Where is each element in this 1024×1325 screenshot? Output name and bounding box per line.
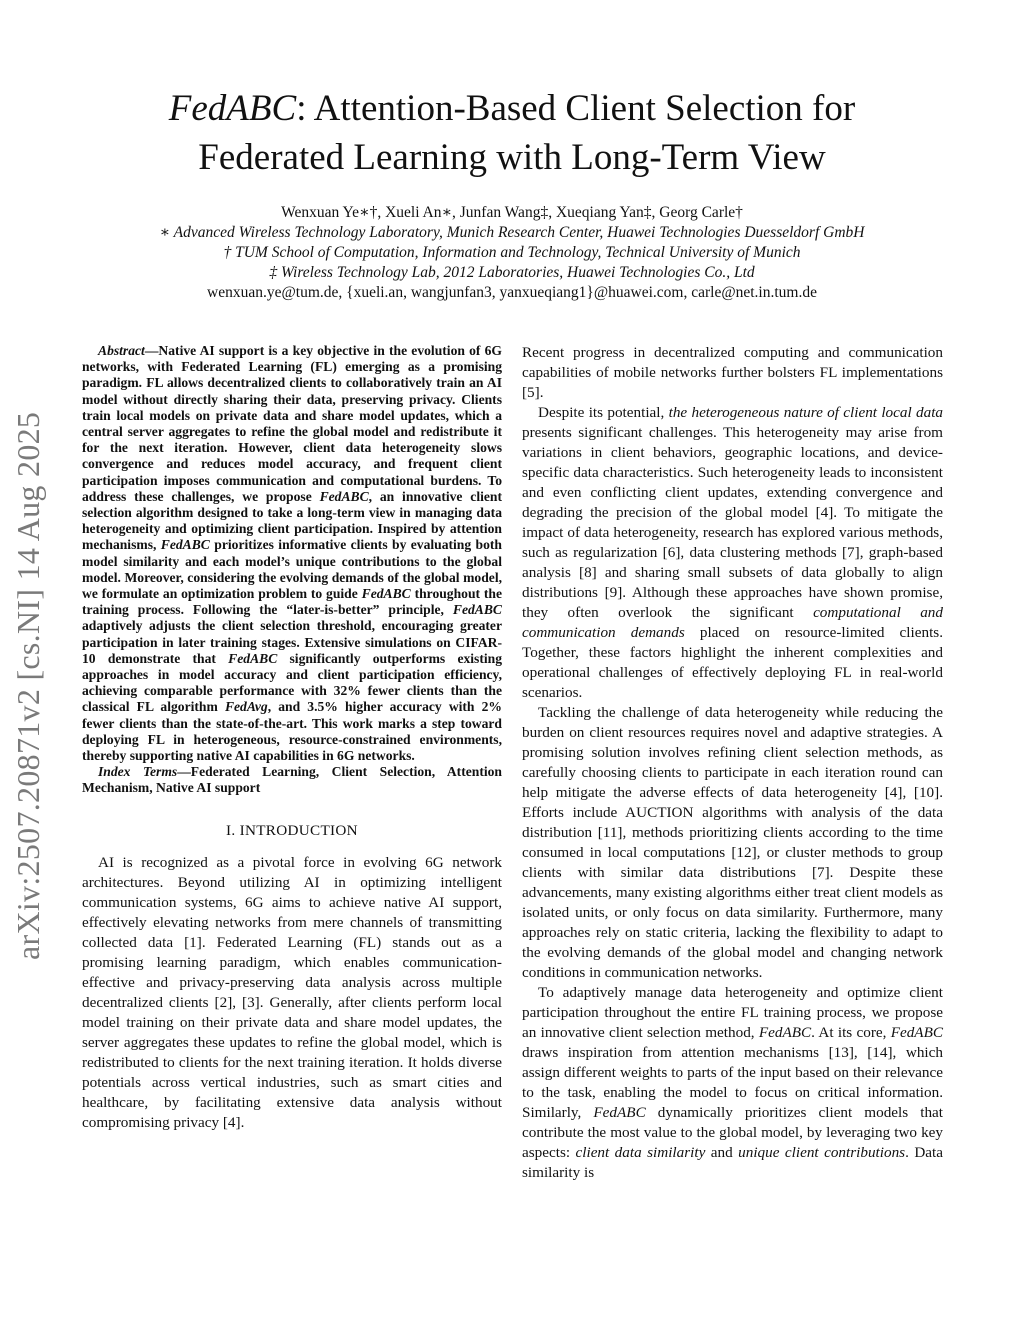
author-block [0, 203, 1024, 303]
abstract-text: , and 3.5% higher accuracy with 2% fewer clients than the state-of-the-art. This work marks a step toward deploying FL in heterogeneous, resource-constrained environments, thereby supporting native AI capabilities in 6G networks. [82, 699, 503, 764]
left-column [82, 343, 502, 1133]
paragraph-text: To adaptively manage data heterogeneity and optimize client participation throughout the entire FL training process, we propose an innovative client selection method, [522, 984, 943, 1041]
abstract-text: adaptively adjusts the client selection threshold, encouraging greater participation in later training stages. Extensive simulations on CIFAR-10 demonstrate that [82, 618, 502, 666]
right-paragraph-3 [522, 983, 943, 1183]
abstract-text: significantly outperforms existing approaches in model accuracy and client participation efficiency, achieving comparable performance with 32% fewer clients than the classical FL algorithm [82, 650, 502, 715]
author-names: Wenxuan Ye∗†, Xueli An∗, Junfan Wang‡, Xueqiang Yan‡, Georg Carle† [281, 204, 743, 221]
right-paragraph-1 [522, 403, 943, 703]
index-terms-heading: Index Terms [98, 764, 178, 780]
abstract-text: throughout the training process. Following the “later-is-better” principle, [82, 586, 503, 618]
abstract-method-name: FedABC [319, 488, 369, 504]
emphasis-text: the heterogeneous nature of client local data [668, 404, 944, 421]
abstract-method-name: FedABC [160, 537, 210, 553]
emphasis-text: computational and communication demands [522, 604, 943, 641]
method-name: FedABC [758, 1024, 812, 1041]
emphasis-text: unique client contributions [738, 1144, 906, 1161]
index-terms [82, 764, 502, 796]
paragraph-text: dynamically prioritizes client models that contribute the most value to the global model, by leveraging two key aspects: [522, 1104, 943, 1161]
right-paragraph-2: Tackling the challenge of data heterogeneity while reducing the burden on client resources requires novel and adaptive strategies. A promising solution involves refining client selection methods, as carefully choosing clients to participate in each iteration round can help mitigate the adverse effects of data heterogeneity [4], [10]. Efforts include AUCTION algorithms with analysis of the data distribution [11], methods prioritizing clients according to the time consumed in local computations [12], or cluster methods to group clients with similar data distributions [7]. Despite these advancements, many existing algorithms either treat client models as isolated units, or only focus on data similarity. Furthermore, many approaches rely on static criteria, lacking the flexibility to adapt to the evolving demands of the global model and changing network conditions in communication networks. [522, 704, 943, 981]
right-paragraph-0: Recent progress in decentralized computing and communication capabilities of mobile networks further bolsters FL implementations [5]. [522, 344, 943, 401]
paragraph-text: placed on resource-limited clients. Together, these factors highlight the inherent complexities and operational challenges of effectively deploying FL in real-world scenarios. [522, 624, 943, 701]
abstract-text: , an innovative client selection algorithm designed to take a long-term view in managing data heterogeneity and optimizing client participation. Inspired by attention mechanisms, [82, 488, 502, 553]
abstract-text: —Native AI support is a key objective in the evolution of 6G networks, with Federated Learning (FL) emerging as a promising paradigm. FL allows decentralized clients to collaboratively train an AI model without directly sharing their data, preserving privacy. Clients train local models on private data and share model updates, which a central server aggregates to refine the global model and redistribute it for the next iteration. However, client data heterogeneity slows convergence and reduces model accuracy, and frequent client participation imposes communication and computational burdens. To address these challenges, we propose [82, 343, 502, 504]
index-terms-text: —Federated Learning, Client Selection, Attention Mechanism, Native AI support [82, 764, 502, 796]
abstract-method-name: FedABC [361, 586, 411, 602]
method-name: FedABC [593, 1104, 646, 1121]
paragraph-text: Despite its potential, [538, 404, 669, 421]
paragraph-text: . At its core, [811, 1024, 891, 1041]
right-column [522, 343, 943, 1183]
paragraph-text: presents significant challenges. This heterogeneity may arise from variations in client behaviors, geographic locations, and device-specific data characteristics. Such heterogeneity leads to inconsistent and even conflicting client updates, extending convergence and degrading the precision of the global model [4]. To mitigate the impact of data heterogeneity, research has explored various methods, such as regularization [6], data clustering methods [7], graph-based analysis [8] and sharing small subsets of data globally to align distributions [9]. Although these approaches have shown promise, they often overlook the significant [522, 424, 943, 621]
abstract-text: prioritizes informative clients by evaluating both model similarity and each model’s unique contributions to the global model. Moreover, considering the evolving demands of the global model, we formulate an optimization problem to guide [82, 537, 502, 602]
arxiv-identifier: arXiv:2507.20871v2 [cs.NI] 14 Aug 2025 [10, 411, 46, 960]
paragraph-text: . Data similarity is [522, 1144, 943, 1181]
paper-title [0, 84, 1024, 182]
abstract-method-name: FedABC [452, 602, 502, 618]
abstract-method-name: FedAvg [224, 699, 268, 715]
title-method-name: FedABC [168, 88, 297, 129]
intro-paragraph-1: AI is recognized as a pivotal force in evolving 6G network architectures. Beyond utilizing AI in optimizing intelligent communication systems, 6G aims to achieve native AI support, effectively elevating networks from mere channels of transmitting collected data [1]. Federated Learning (FL) stands out as a promising learning paradigm, which enables communication-effective and privacy-preserving data analysis across multiple decentralized clients [2], [3]. Generally, after clients perform local model training on their private data and share model updates, the server aggregates these updates to refine the global model, which is redistributed to clients for the next training iteration. It holds diverse potentials across vertical industries, such as smart cities and healthcare, by facilitating extensive data analysis without compromising privacy [4]. [82, 853, 502, 1131]
affiliation-1: ∗ Advanced Wireless Technology Laboratory, Munich Research Center, Huawei Technologies Duesseldorf GmbH [159, 224, 865, 241]
author-emails: wenxuan.ye@tum.de, {xueli.an, wangjunfan3, yanxueqiang1}@huawei.com, carle@net.in.tum.de [207, 284, 817, 301]
abstract-heading: Abstract [98, 343, 145, 358]
title-line1: : Attention-Based Client Selection for [296, 88, 856, 129]
affiliation-3: ‡ Wireless Technology Lab, 2012 Laboratories, Huawei Technologies Co., Ltd [269, 264, 755, 281]
paragraph-text: and [705, 1144, 739, 1161]
abstract-method-name: FedABC [228, 650, 278, 666]
emphasis-text: client data similarity [575, 1144, 706, 1161]
paragraph-text: draws inspiration from attention mechanisms [13], [14], which assign different weights to parts of the input based on their relevance to the task, enabling the model to focus on critical information. Similarly, [522, 1044, 943, 1121]
abstract [82, 343, 502, 764]
section-heading-introduction: I. INTRODUCTION [226, 821, 358, 839]
title-line2: Federated Learning with Long-Term View [198, 137, 826, 178]
method-name: FedABC [890, 1024, 943, 1041]
affiliation-2: † TUM School of Computation, Information and Technology, Technical University of Munich [223, 244, 801, 261]
